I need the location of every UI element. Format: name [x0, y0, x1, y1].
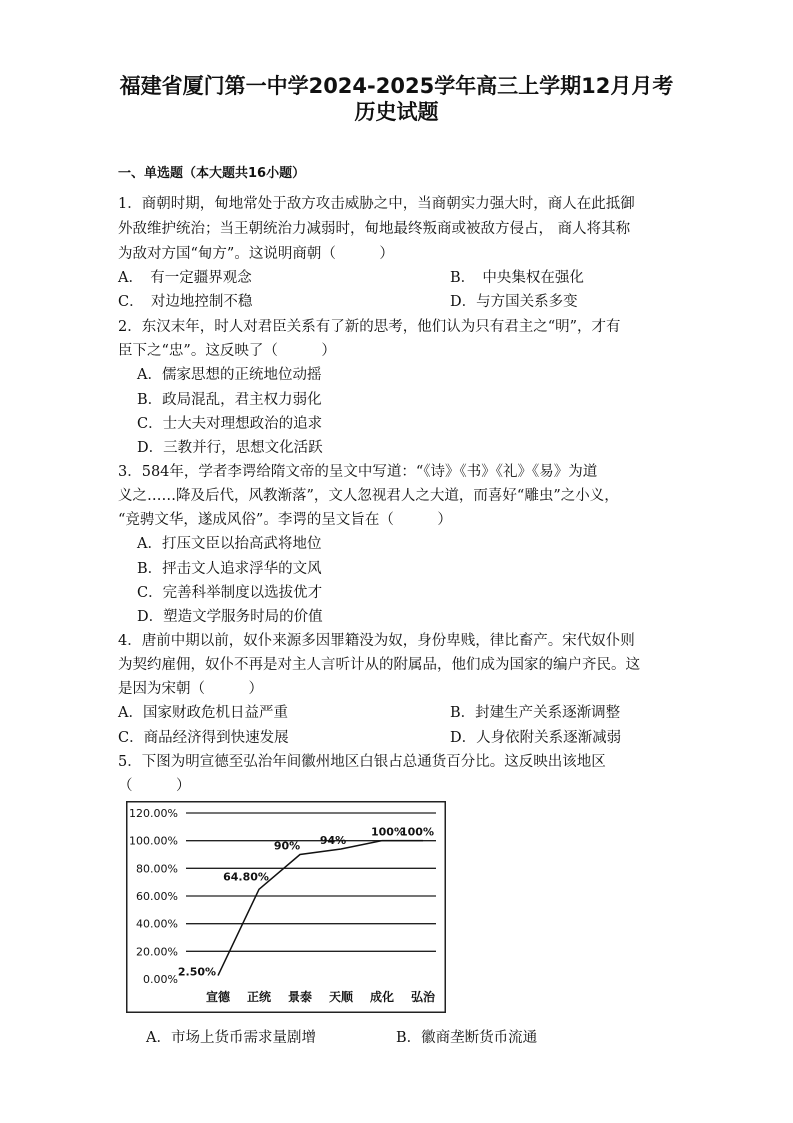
q1-option-d[interactable]: D．与方国关系多变: [450, 294, 578, 310]
chart-svg: [126, 801, 446, 1013]
q1-option-b[interactable]: B． 中央集权在强化: [450, 270, 584, 286]
q2-line-1: 2．东汉末年，时人对君臣关系有了新的思考，他们认为只有君主之“明”，才有: [118, 319, 621, 335]
silver-percentage-chart: [126, 801, 446, 1013]
section-heading: 一、单选题（本大题共16小题）: [118, 166, 306, 181]
x-tick-label: 景泰: [287, 990, 313, 1004]
q3-line-2: 义之……降及后代，风教渐落”，文人忽视君人之大道，而喜好“雕虫”之小义，: [118, 488, 619, 504]
y-tick-label: 0.00%: [143, 973, 178, 986]
q4-line-3: 是因为宋朝（ ）: [118, 681, 263, 697]
q3-option-a[interactable]: A．打压文臣以抬高武将地位: [137, 536, 322, 552]
q2-option-b[interactable]: B．政局混乱，君主权力弱化: [137, 392, 322, 408]
x-tick-label: 正统: [246, 990, 272, 1004]
y-tick-label: 40.00%: [136, 917, 178, 931]
q2-option-c[interactable]: C．士大夫对理想政治的追求: [137, 416, 323, 432]
y-tick-label: 100.00%: [129, 834, 178, 848]
q4-option-a[interactable]: A．国家财政危机日益严重: [118, 705, 288, 721]
paper-title: 福建省厦门第一中学2024-2025学年高三上学期12月月考: [119, 74, 674, 98]
data-label: 64.80%: [223, 870, 269, 884]
q4-line-1: 4．唐前中期以前，奴仆来源多因罪籍没为奴，身份卑贱，律比畜产。宋代奴仆则: [118, 633, 635, 649]
y-tick-label: 120.00%: [129, 807, 178, 820]
data-label: 2.50%: [177, 965, 217, 979]
q4-line-2: 为契约雇佣，奴仆不再是对主人言听计从的附属品，他们成为国家的编户齐民。这: [118, 657, 640, 673]
x-tick-label: 弘治: [410, 990, 436, 1004]
q4-option-b[interactable]: B．封建生产关系逐渐调整: [450, 705, 621, 721]
x-tick-label: 宣德: [205, 990, 231, 1004]
q1-line-3: 为敌对方国“甸方”。这说明商朝（ ）: [118, 246, 394, 262]
y-tick-label: 80.00%: [136, 862, 178, 876]
q1-line-2: 外敌维护统治；当王朝统治力减弱时，甸地最终叛商或被敌方侵占， 商人将其称: [118, 221, 631, 237]
q1-option-a[interactable]: A． 有一定疆界观念: [118, 270, 252, 286]
q5-line-1: 5．下图为明宣德至弘治年间徽州地区白银占总通货百分比。这反映出该地区: [118, 754, 606, 770]
paper-subtitle: 历史试题: [354, 100, 439, 124]
q5-option-b[interactable]: B．徽商垄断货币流通: [396, 1030, 538, 1046]
q3-line-3: “竞骋文华，遂成风俗”。李谔的呈文旨在（ ）: [118, 512, 452, 528]
q3-line-1: 3．584年，学者李谔给隋文帝的呈文中写道：“《诗》《书》《礼》《易》为道: [118, 464, 598, 480]
q1-option-c[interactable]: C． 对边地控制不稳: [118, 294, 253, 310]
y-tick-label: 60.00%: [136, 890, 178, 903]
q4-option-c[interactable]: C．商品经济得到快速发展: [118, 730, 289, 746]
data-label: 100%: [371, 825, 405, 839]
q5-option-a[interactable]: A．市场上货币需求量剧增: [146, 1030, 316, 1046]
data-label: 90%: [273, 839, 301, 853]
x-tick-label: 成化: [369, 990, 395, 1004]
q4-option-d[interactable]: D．人身依附关系逐渐减弱: [450, 730, 622, 746]
q2-line-2: 臣下之“忠”。这反映了（ ）: [118, 343, 336, 359]
data-label: 100%: [400, 825, 434, 839]
y-tick-label: 20.00%: [136, 945, 178, 959]
x-tick-label: 天顺: [328, 990, 354, 1004]
q2-option-a[interactable]: A．儒家思想的正统地位动摇: [137, 367, 322, 383]
q1-line-1: 1．商朝时期，甸地常处于敌方攻击威胁之中，当商朝实力强大时，商人在此抵御: [118, 196, 635, 212]
q2-option-d[interactable]: D．三教并行，思想文化活跃: [137, 440, 323, 456]
q3-option-b[interactable]: B．抨击文人追求浮华的文风: [137, 561, 322, 577]
q3-option-c[interactable]: C．完善科举制度以选拔优才: [137, 585, 323, 601]
data-label: 94%: [319, 833, 347, 847]
q5-line-2: （ ）: [118, 778, 191, 794]
q3-option-d[interactable]: D．塑造文学服务时局的价值: [137, 609, 323, 625]
